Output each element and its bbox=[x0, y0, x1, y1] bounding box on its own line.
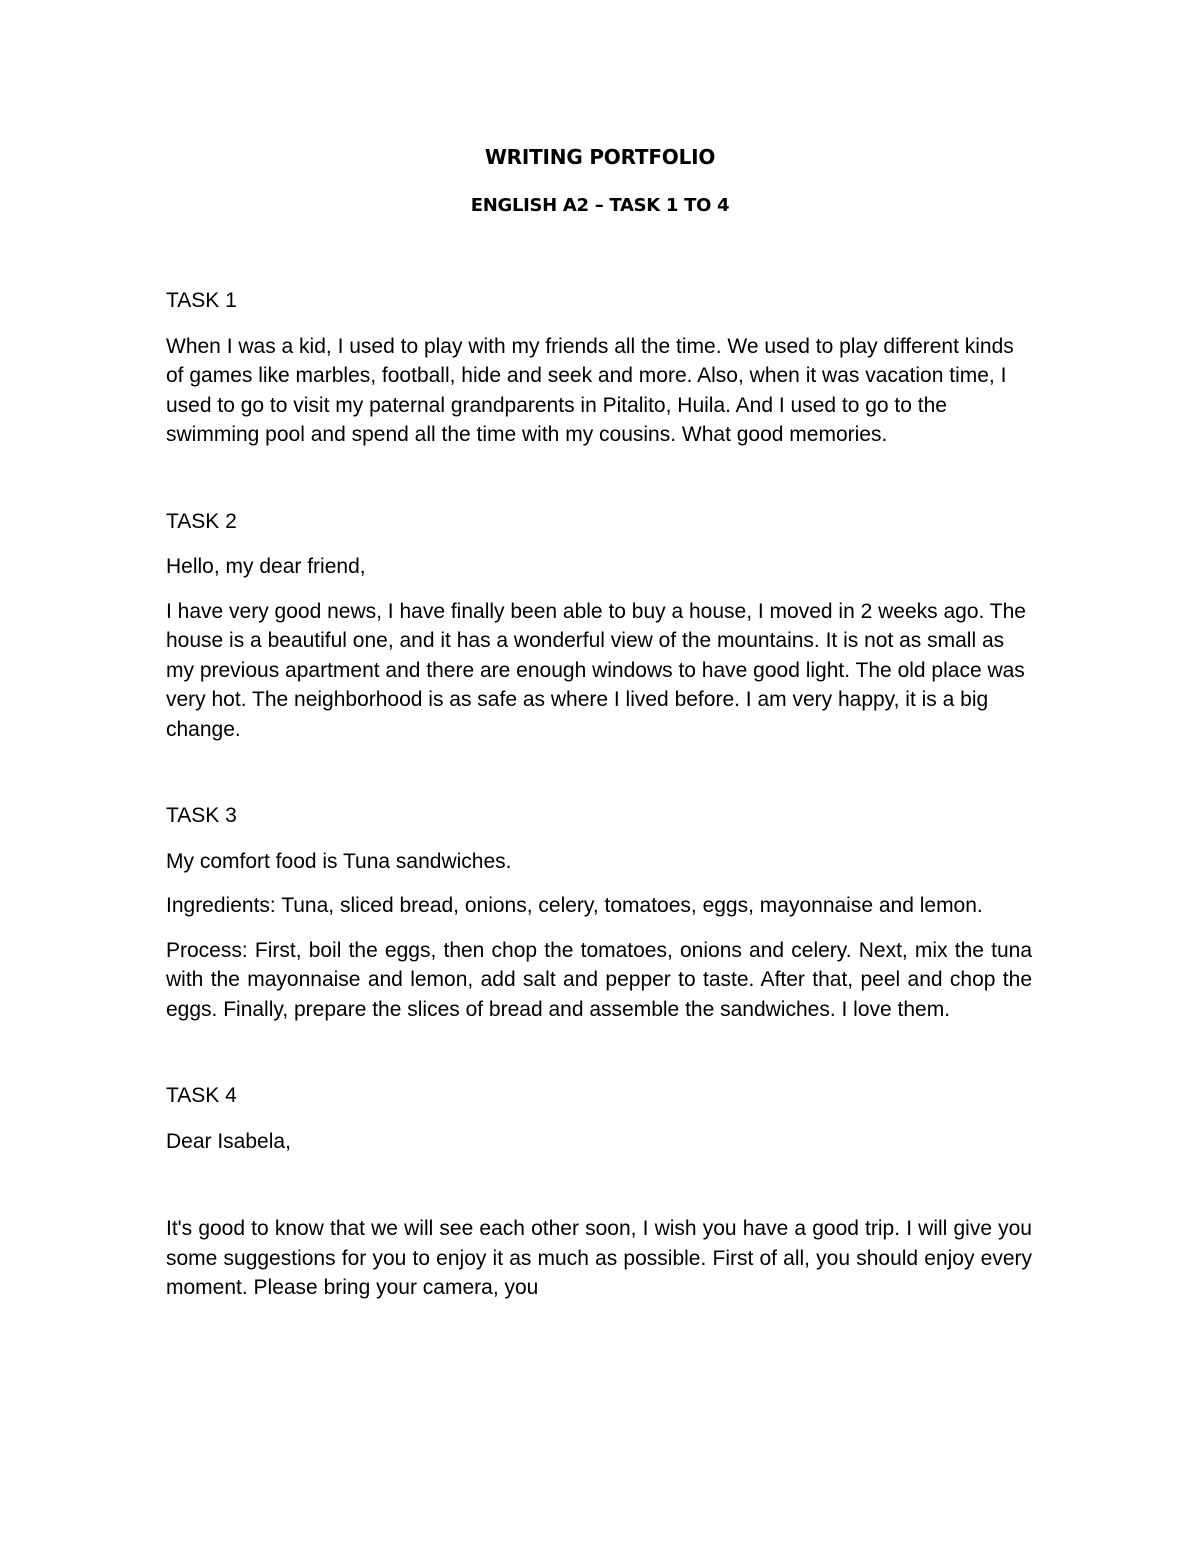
task-4-greeting: Dear Isabela, bbox=[166, 1129, 291, 1153]
document-body bbox=[166, 286, 1032, 1318]
task-2-greeting: Hello, my dear friend, bbox=[166, 555, 366, 578]
task-3-section bbox=[166, 801, 1032, 1024]
task-4-paragraph: It's good to know that we will see each other soon, I wish you have a good trip. I will give you some suggestions for you to enjoy it as much as possible. First of all, you should enjoy every moment. Please bring your camera, you bbox=[166, 1217, 1032, 1299]
task-2-paragraph: I have very good news, I have finally been able to buy a house, I moved in 2 weeks ago. The house is a beautiful one, and it has a wonderful view of the mountains. It is not as small as my previous apartment and there are enough windows to have good light. The old place was very hot. The neighborhood is as safe as where I lived before. I am very happy, it is a big change. bbox=[166, 599, 1026, 741]
task-3-heading: TASK 3 bbox=[166, 804, 237, 827]
page-title: WRITING PORTFOLIO bbox=[484, 145, 716, 169]
task-2-section bbox=[166, 507, 1032, 745]
page-subtitle: ENGLISH A2 – TASK 1 TO 4 bbox=[470, 195, 730, 216]
task-4-section bbox=[166, 1081, 1032, 1303]
task-1-heading: TASK 1 bbox=[166, 289, 237, 312]
task-4-heading: TASK 4 bbox=[166, 1084, 237, 1107]
task-2-heading: TASK 2 bbox=[166, 509, 237, 533]
task-3-process: Process: First, boil the eggs, then chop the tomatoes, onions and celery. Next, mix the tuna with the mayonnaise and lemon, add salt and pepper to taste. After that, peel and chop the eggs. Finally, prepare the slices of bread and assemble the sandwiches. I love them. bbox=[166, 938, 1032, 1021]
task-1-section bbox=[166, 286, 1032, 450]
task-1-paragraph: When I was a kid, I used to play with my friends all the time. We used to play different kinds of games like marbles, football, hide and seek and more. Also, when it was vacation time, I used to go to visit my paternal grandparents in Pitalito, Huila. And I used to go to the swimming pool and spend all the time with my cousins. What good memories. bbox=[166, 334, 1014, 446]
task-3-ingredients: Ingredients: Tuna, sliced bread, onions, celery, tomatoes, eggs, mayonnaise and lemon. bbox=[166, 894, 983, 917]
task-3-intro: My comfort food is Tuna sandwiches. bbox=[166, 849, 512, 873]
